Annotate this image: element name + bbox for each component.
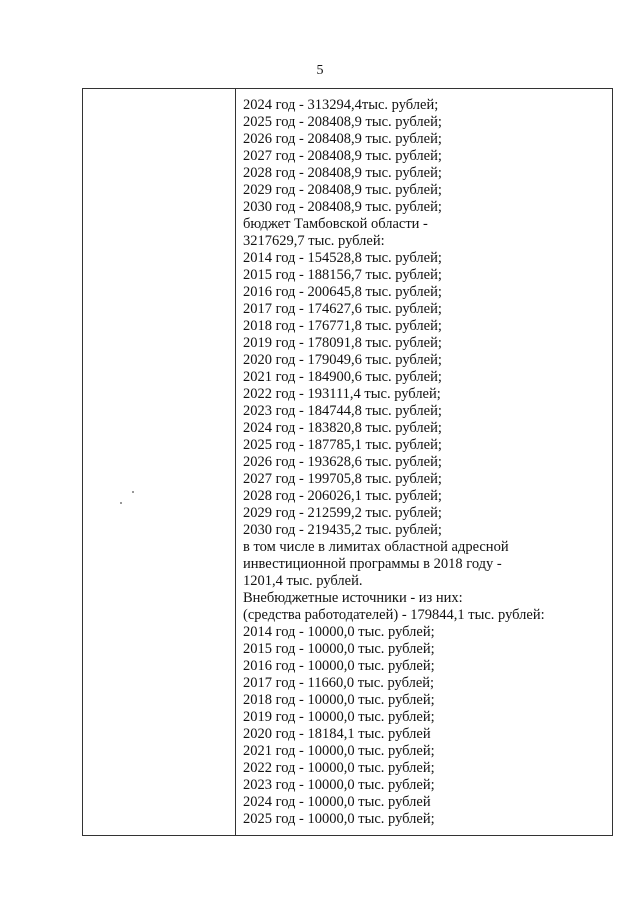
funding-table [82, 88, 613, 836]
funding-line: 1201,4 тыс. рублей. [243, 573, 363, 589]
funding-line: 2020 год - 18184,1 тыс. рублей [243, 726, 431, 742]
funding-line: 2025 год - 208408,9 тыс. рублей; [243, 114, 442, 130]
funding-line: 2021 год - 184900,6 тыс. рублей; [243, 369, 442, 385]
funding-lines [243, 97, 608, 828]
funding-line: 2026 год - 208408,9 тыс. рублей; [243, 131, 442, 147]
funding-line: 2023 год - 184744,8 тыс. рублей; [243, 403, 442, 419]
column-divider [235, 89, 236, 835]
funding-line: 2019 год - 178091,8 тыс. рублей; [243, 335, 442, 351]
page-number: 5 [316, 63, 324, 78]
funding-line: 2022 год - 193111,4 тыс. рублей; [243, 386, 441, 402]
funding-line: 2027 год - 208408,9 тыс. рублей; [243, 148, 442, 164]
scan-speck [120, 502, 122, 504]
funding-line: 2014 год - 10000,0 тыс. рублей; [243, 624, 435, 640]
funding-line: 2017 год - 174627,6 тыс. рублей; [243, 301, 442, 317]
funding-line: 2025 год - 187785,1 тыс. рублей; [243, 437, 442, 453]
funding-line: 2029 год - 208408,9 тыс. рублей; [243, 182, 442, 198]
funding-line: 2019 год - 10000,0 тыс. рублей; [243, 709, 435, 725]
funding-line: 2016 год - 200645,8 тыс. рублей; [243, 284, 442, 300]
funding-line: 2023 год - 10000,0 тыс. рублей; [243, 777, 435, 793]
funding-line: 2021 год - 10000,0 тыс. рублей; [243, 743, 435, 759]
funding-line: 2030 год - 208408,9 тыс. рублей; [243, 199, 442, 215]
scan-speck [132, 491, 134, 493]
funding-line: Внебюджетные источники - из них: [243, 590, 463, 606]
funding-line: 2014 год - 154528,8 тыс. рублей; [243, 250, 442, 266]
funding-line: 2028 год - 206026,1 тыс. рублей; [243, 488, 442, 504]
funding-line: в том числе в лимитах областной адресной [243, 539, 509, 555]
funding-line: 2028 год - 208408,9 тыс. рублей; [243, 165, 442, 181]
funding-line: 2018 год - 176771,8 тыс. рублей; [243, 318, 442, 334]
funding-line: 2024 год - 313294,4тыс. рублей; [243, 97, 439, 113]
funding-line: 2018 год - 10000,0 тыс. рублей; [243, 692, 435, 708]
funding-line: 2027 год - 199705,8 тыс. рублей; [243, 471, 442, 487]
funding-line: 2015 год - 10000,0 тыс. рублей; [243, 641, 435, 657]
funding-line: (средства работодателей) - 179844,1 тыс. рублей: [243, 607, 545, 623]
funding-line: 2020 год - 179049,6 тыс. рублей; [243, 352, 442, 368]
funding-line: 2015 год - 188156,7 тыс. рублей; [243, 267, 442, 283]
funding-line: 2024 год - 183820,8 тыс. рублей; [243, 420, 442, 436]
funding-line: 2017 год - 11660,0 тыс. рублей; [243, 675, 435, 691]
funding-line: бюджет Тамбовской области - [243, 216, 428, 232]
funding-line: 2022 год - 10000,0 тыс. рублей; [243, 760, 435, 776]
funding-line: 2026 год - 193628,6 тыс. рублей; [243, 454, 442, 470]
funding-line: 2025 год - 10000,0 тыс. рублей; [243, 811, 435, 827]
funding-line: 2024 год - 10000,0 тыс. рублей [243, 794, 431, 810]
funding-line: 3217629,7 тыс. рублей: [243, 233, 385, 249]
funding-line: 2030 год - 219435,2 тыс. рублей; [243, 522, 442, 538]
funding-line: 2016 год - 10000,0 тыс. рублей; [243, 658, 435, 674]
funding-line: 2029 год - 212599,2 тыс. рублей; [243, 505, 442, 521]
funding-line: инвестиционной программы в 2018 году - [243, 556, 502, 572]
